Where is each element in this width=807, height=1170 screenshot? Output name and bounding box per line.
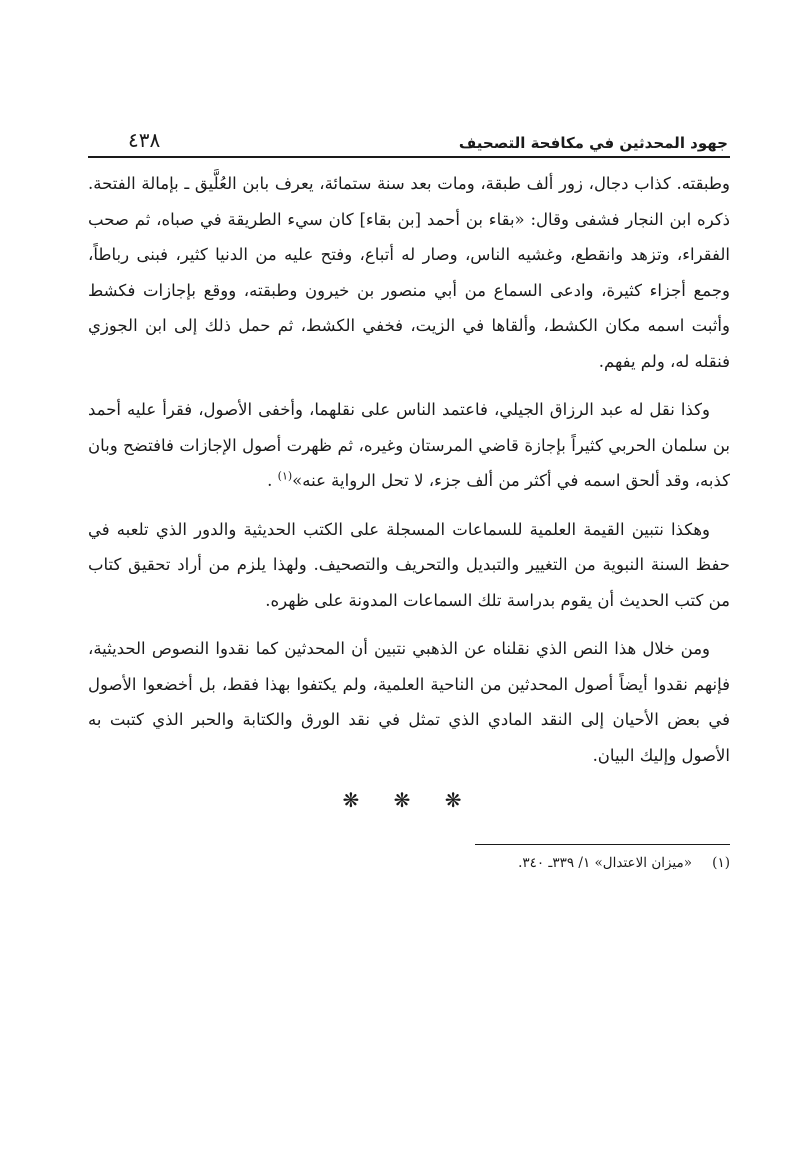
paragraph-2-text: وكذا نقل له عبد الرزاق الجيلي، فاعتمد الناس على نقلهما، وأخفى الأصول، فقرأ عليه أحمد بن سلمان الحربي كثيراً بإجازة قاضي المرستان وغيره، ثم ظهرت أصول الإجازات فافتضح وبان كذبه، وقد ألحق اسمه في أكثر من ألف جزء، لا تحل الرواية عنه» (88, 400, 730, 490)
body-text (88, 166, 730, 786)
section-ornament: ❋ ❋ ❋ (342, 788, 476, 812)
paragraph-2-trailing: . (267, 471, 278, 490)
paragraph-4-text: ومن خلال هذا النص الذي نقلناه عن الذهبي نتبين أن المحدثين كما نقدوا النصوص الحديثية، فإنهم نقدوا أيضاً أصول المحدثين من الناحية العلمية، ولم يكتفوا بهذا فقط، بل أخضعوا الأصول في بعض الأحيان إلى النقد المادي الذي تمثل في نقد الورق والكتابة والحبر الذي كتبت به الأصول وإليك البيان. (88, 639, 730, 765)
document-page (88, 100, 730, 1100)
footnote (88, 850, 730, 876)
running-title: جهود المحدثين في مكافحة التصحيف (458, 134, 728, 152)
paragraph-3-text: وهكذا نتبين القيمة العلمية للسماعات المسجلة على الكتب الحديثية والدور الذي تلعبه في حفظ السنة النبوية من التغيير والتبديل والتحريف والتصحيف. ولهذا يلزم من أراد تحقيق كتاب من كتب الحديث أن يقوم بدراسة تلك السماعات المدونة على ظهره. (88, 519, 730, 610)
paragraph-1-text: وطبقته. كذاب دجال، زور ألف طبقة، ومات بعد سنة ستمائة، يعرف بابن العُلَّيق ـ بإمالة الفتحة. ذكره ابن النجار فشفى وقال: «بقاء بن أحمد [بن بقاء] كان سيء الطريقة في صباه، ثم صحب الفقراء، وتزهد وانقطع، وغشيه الناس، وصار له أتباع، وفتح عليه من الدنيا كثير، فبنى رباطاً، وجمع أجزاء كثيرة، وادعى السماع من أبي منصور بن خيرون وطبقته، ووقع بإجازات فكشط وأثبت اسمه مكان الكشط، وألقاها في الزيت، فخفي الكشط، ثم حمل ذلك إلى ابن الجوزي فنقله له، ولم يفهم. (88, 174, 730, 371)
paragraph-2 (88, 392, 730, 499)
footnote-marker: (١) (712, 855, 730, 871)
running-header (88, 118, 730, 152)
header-rule (88, 156, 730, 158)
paragraph-4 (88, 631, 730, 773)
paragraph-3 (88, 512, 730, 619)
paragraph-1 (88, 166, 730, 379)
footnote-reference[interactable]: (١) (277, 469, 293, 483)
footnote-text: «ميزان الاعتدال» ١/ ٣٣٩ـ ٣٤٠. (518, 855, 692, 871)
page-number: ٤٣٨ (128, 128, 161, 152)
footnote-rule (475, 844, 730, 845)
